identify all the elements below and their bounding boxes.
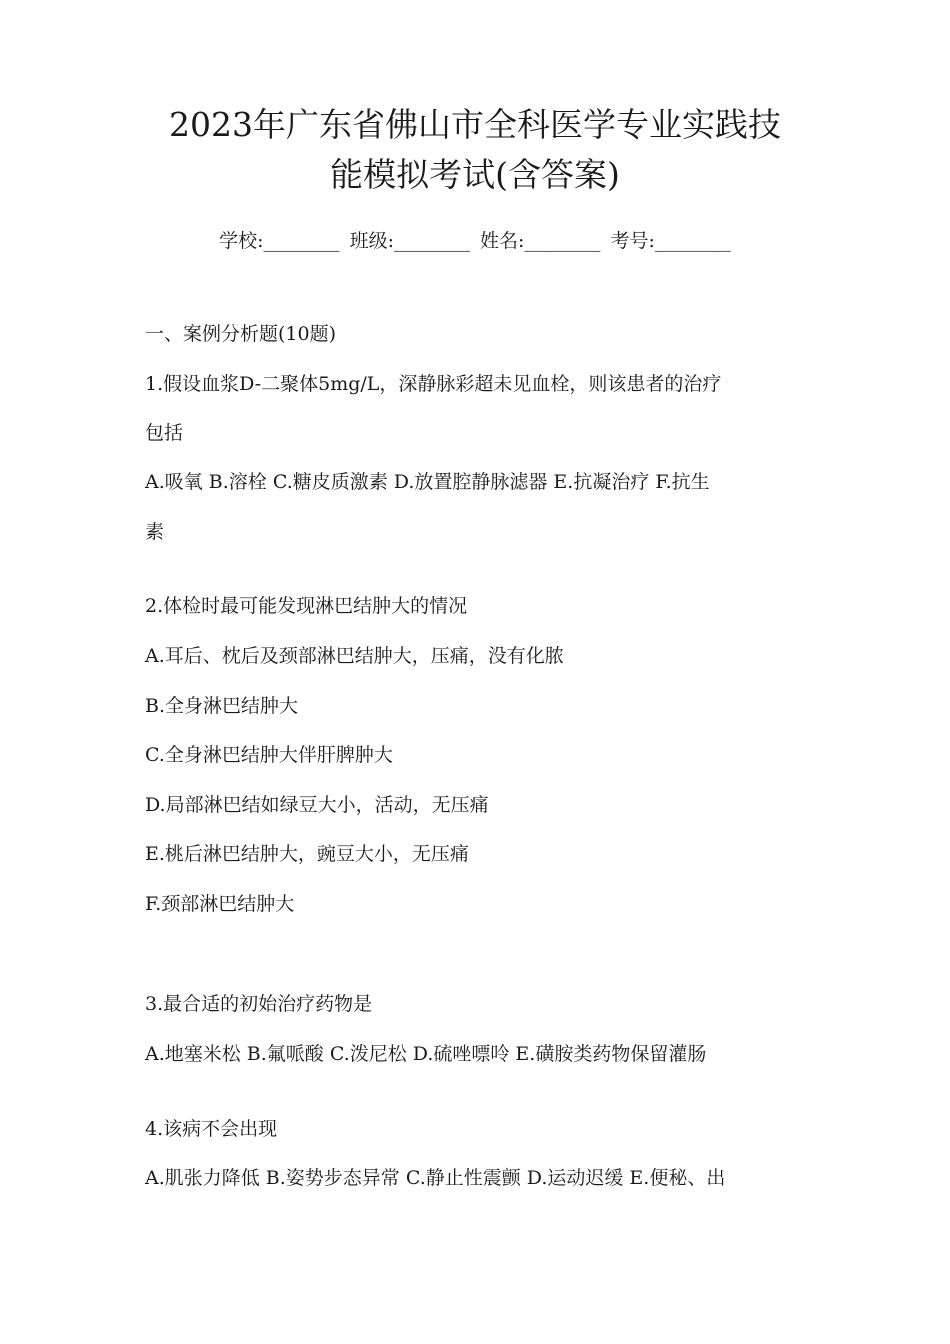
question-2-option-e: E.桃后淋巴结肿大，豌豆大小，无压痛 — [145, 843, 469, 865]
question-4-options: A.肌张力降低 B.姿势步态异常 C.静止性震颤 D.运动迟缓 E.便秘、出 — [145, 1167, 726, 1189]
question-3-stem: 3.最合适的初始治疗药物是 — [145, 993, 373, 1015]
question-2-option-d: D.局部淋巴结如绿豆大小，活动，无压痛 — [145, 794, 489, 816]
question-2-option-f: F.颈部淋巴结肿大 — [145, 893, 295, 915]
question-2-stem: 2.体检时最可能发现淋巴结肿大的情况 — [145, 595, 468, 617]
section-heading: 一、案例分析题(10题) — [145, 323, 337, 345]
question-2-option-b: B.全身淋巴结肿大 — [145, 695, 299, 717]
question-4-stem: 4.该病不会出现 — [145, 1118, 278, 1140]
question-2-option-c: C.全身淋巴结肿大伴肝脾肿大 — [145, 744, 393, 766]
student-info-row — [0, 226, 950, 253]
name-field: 姓名:________ — [480, 230, 601, 252]
class-field: 班级:________ — [349, 230, 470, 252]
question-3-options: A.地塞米松 B.氟哌酸 C.泼尼松 D.硫唑嘌呤 E.磺胺类药物保留灌肠 — [145, 1043, 707, 1065]
question-1-stem-line-2: 包括 — [145, 422, 184, 444]
question-1-stem-line-1: 1.假设血浆D-二聚体5mg/L，深静脉彩超未见血栓，则该患者的治疗 — [145, 373, 722, 395]
school-field: 学校:________ — [219, 230, 340, 252]
exam-title-line-1: 2023年广东省佛山市全科医学专业实践技 — [169, 105, 781, 144]
exam-title-line-2: 能模拟考试(含答案) — [330, 155, 620, 194]
question-1-options-line-1: A.吸氧 B.溶栓 C.糖皮质激素 D.放置腔静脉滤器 E.抗凝治疗 F.抗生 — [145, 471, 710, 493]
question-2-option-a: A.耳后、枕后及颈部淋巴结肿大，压痛，没有化脓 — [145, 645, 564, 667]
exam-number-field: 考号:________ — [610, 230, 731, 252]
question-1-options-line-2: 素 — [145, 521, 165, 543]
